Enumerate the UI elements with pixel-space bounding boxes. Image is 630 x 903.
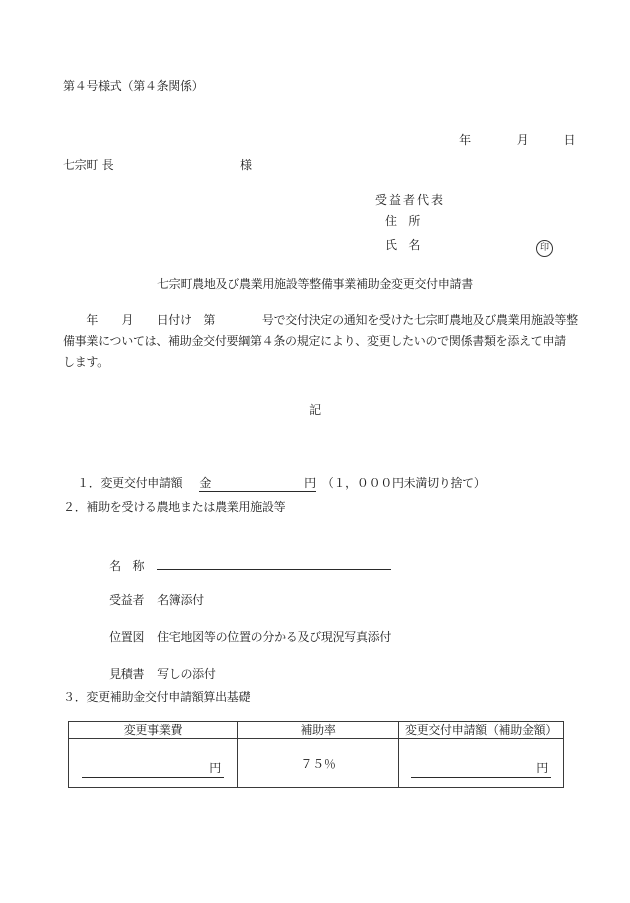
application-amount-field: 円 xyxy=(411,760,551,778)
applicant-address-label: 住 所 xyxy=(385,214,421,228)
table-header-project-cost: 変更事業費 xyxy=(69,722,238,739)
section2-heading: ２．補助を受ける農地または農業用施設等 xyxy=(63,500,286,514)
date-day-label: 日 xyxy=(563,133,576,147)
calculation-table-data-row xyxy=(69,739,564,788)
section2-item-beneficiary-value: 名簿添付 xyxy=(157,593,204,607)
addressee-title: 七宗町 長 xyxy=(63,158,114,172)
section2-item-locationmap-value: 住宅地図等の位置の分かる及び現況写真添付 xyxy=(157,630,392,644)
body-paragraph-line3: します。 xyxy=(63,355,109,369)
date-line xyxy=(445,118,575,163)
section2-item-estimate-label: 見積書 xyxy=(109,667,145,681)
addressee-honorific: 様 xyxy=(240,158,252,172)
section1-amount-field xyxy=(199,476,315,492)
table-header-subsidy-rate: 補助率 xyxy=(238,722,399,739)
table-cell-application-amount xyxy=(399,739,564,788)
section2-item-name-label: 名 称 xyxy=(109,559,145,573)
section2-item-beneficiary-label: 受益者 xyxy=(109,593,145,607)
list-marker: 記 xyxy=(309,403,321,417)
section1-label: １．変更交付申請額 xyxy=(77,476,183,490)
calculation-table-header-row xyxy=(69,722,564,739)
date-year-label: 年 xyxy=(459,133,471,147)
calculation-table xyxy=(68,721,564,788)
section3-heading: ３．変更補助金交付申請額算出基礎 xyxy=(63,690,251,704)
section1-note: （１，０００円未満切り捨て） xyxy=(321,476,486,490)
section1-amount-prefix: 金 xyxy=(199,476,212,490)
body-paragraph-line2: 備事業については、補助金交付要綱第４条の規定により、変更したいので関係書類を添えて申請 xyxy=(63,334,566,348)
seal-mark-icon: 印 xyxy=(536,240,553,257)
table-cell-subsidy-rate: ７５％ xyxy=(238,739,399,788)
project-cost-amount-field: 円 xyxy=(82,760,224,778)
applicant-name-label: 氏 名 xyxy=(385,238,421,252)
table-cell-project-cost xyxy=(69,739,238,788)
form-number: 第４号様式（第４条関係） xyxy=(63,79,204,93)
section2-item-estimate-value: 写しの添付 xyxy=(157,667,216,681)
section2-item-name-blank xyxy=(157,556,391,570)
body-paragraph-line1: 年 月 日付け 第 号で交付決定の通知を受けた七宗町農地及び農業用施設等整 xyxy=(63,313,578,327)
document-title: 七宗町農地及び農業用施設等整備事業補助金変更交付申請書 xyxy=(157,277,473,291)
date-month-label: 月 xyxy=(516,133,529,147)
section2-item-locationmap-label: 位置図 xyxy=(109,630,145,644)
table-header-application-amount: 変更交付申請額（補助金額） xyxy=(399,722,564,739)
section1-amount-suffix: 円 xyxy=(304,476,316,490)
applicant-representative-label: 受益者代表 xyxy=(375,193,446,207)
